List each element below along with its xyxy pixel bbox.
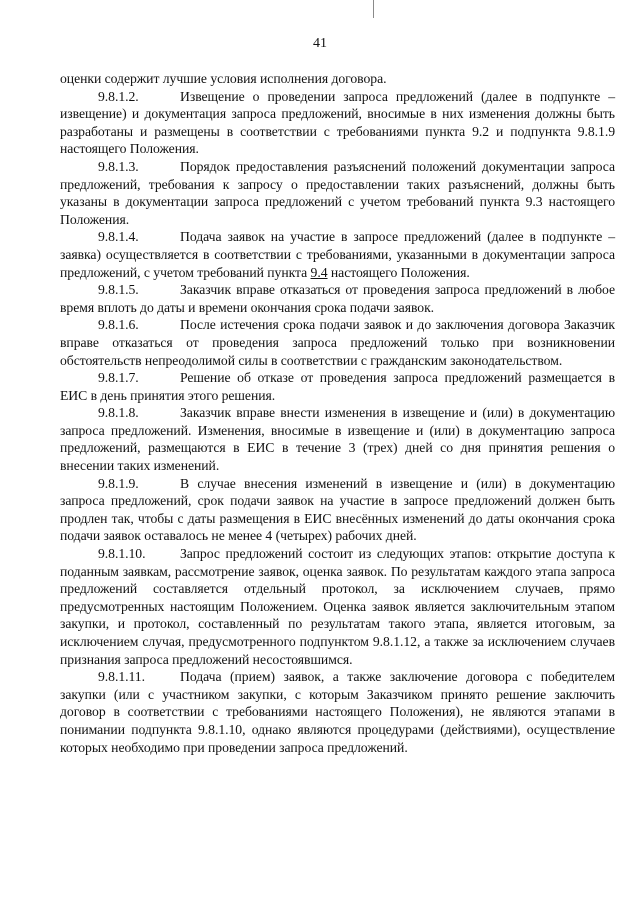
paragraph-9-8-1-11 — [60, 668, 615, 756]
paragraph-9-8-1-7 — [60, 369, 615, 404]
paragraph-text: Извещение о проведении запроса предложений (далее в подпункте – извещение) и документация запроса предложений, вносимые в них изменения должны быть разработаны и размещены в соответствии с требованиями пункта 9.2 и подпункта 9.8.1.9 настоящего Положения. — [60, 88, 615, 157]
paragraph-number: 9.8.1.5. — [98, 282, 139, 298]
paragraph-text: Заказчик вправе отказаться от проведения запроса предложений в любое время вплоть до даты и времени окончания срока подачи заявок. — [60, 282, 615, 315]
paragraph-number: 9.8.1.9. — [98, 475, 139, 491]
paragraph-text: В случае внесения изменений в извещение и (или) в документацию запроса предложений, срок подачи заявок на участие в запросе предложений должен быть продлен так, чтобы с даты размещения в ЕИС внесённых изменений до даты окончания срока подачи заявок оставалось не менее 4 (четырех) рабочих дней. — [60, 475, 615, 544]
scan-artifact-line — [373, 0, 374, 18]
paragraph-number: 9.8.1.3. — [98, 158, 139, 174]
paragraph-9-8-1-9 — [60, 475, 615, 545]
paragraph-number: 9.8.1.10. — [98, 546, 146, 562]
reference-link[interactable]: 9.4 — [310, 264, 328, 280]
paragraph-number: 9.8.1.6. — [98, 317, 139, 333]
paragraph-9-8-1-10 — [60, 545, 615, 668]
paragraph-text: После истечения срока подачи заявок и до заключения договора Заказчик вправе отказаться от проведения запроса предложений только при возникновении обстоятельств непреодолимой силы в соответствии с гражданским законодательством. — [60, 317, 615, 368]
paragraph-9-8-1-2 — [60, 88, 615, 158]
paragraph-continuation — [60, 70, 615, 88]
document-body — [60, 70, 615, 756]
paragraph-9-8-1-3 — [60, 158, 615, 228]
page-number: 41 — [313, 36, 327, 51]
paragraph-text: Запрос предложений состоит из следующих этапов: открытие доступа к поданным заявкам, рассмотрение заявок, оценка заявок. По результатам каждого этапа запроса предложений составляется отдельный протокол, за исключением случаев, прямо предусмотренных настоящим Положением. Оценка заявок является заключительным этапом закупки, и протокол, составленный по результатам такого этапа, является итоговым, за исключением случая, предусмотренного подпунктом 9.8.1.12, а также за исключением случаев признания запроса предложений несостоявшимся. — [60, 546, 615, 667]
paragraph-9-8-1-6 — [60, 316, 615, 369]
paragraph-9-8-1-4 — [60, 228, 615, 281]
paragraph-text: Решение об отказе от проведения запроса предложений размещается в ЕИС в день принятия этого решения. — [60, 370, 615, 403]
paragraph-text: Заказчик вправе внести изменения в извещение и (или) в документацию запроса предложений. Изменения, вносимые в извещение и (или) в документацию запроса предложений, размещаются в ЕИС в течение 3 (трех) дней со дня принятия решения о внесении таких изменений. — [60, 405, 615, 474]
paragraph-text: Подача заявок на участие в запросе предложений (далее в подпункте – заявка) осуществляется в соответствии с требованиями, указанными в документации запроса предложений, с учетом требований пункта — [60, 229, 615, 280]
paragraph-number: 9.8.1.7. — [98, 370, 139, 386]
paragraph-9-8-1-5 — [60, 281, 615, 316]
paragraph-number: 9.8.1.4. — [98, 229, 139, 245]
paragraph-text-end: настоящего Положения. — [327, 264, 470, 280]
paragraph-text: Порядок предоставления разъяснений положений документации запроса предложений, требования к запросу о предоставлении таких разъяснений, должны быть указаны в документации запроса предложений с учетом требований пункта 9.3 настоящего Положения. — [60, 158, 615, 227]
paragraph-number: 9.8.1.8. — [98, 405, 139, 421]
paragraph-number: 9.8.1.11. — [98, 669, 145, 685]
paragraph-9-8-1-8 — [60, 404, 615, 474]
paragraph-number: 9.8.1.2. — [98, 88, 139, 104]
paragraph-text: оценки содержит лучшие условия исполнения договора. — [60, 71, 387, 86]
paragraph-text: Подача (прием) заявок, а также заключение договора с победителем закупки (или с участником закупки, с которым Заказчиком принято решение заключить договор в соответствии с требованиями настоящего Положения), не являются этапами в понимании подпункта 9.8.1.10, однако являются процедурами (действиями), осуществление которых необходимо при проведении запроса предложений. — [60, 669, 615, 755]
